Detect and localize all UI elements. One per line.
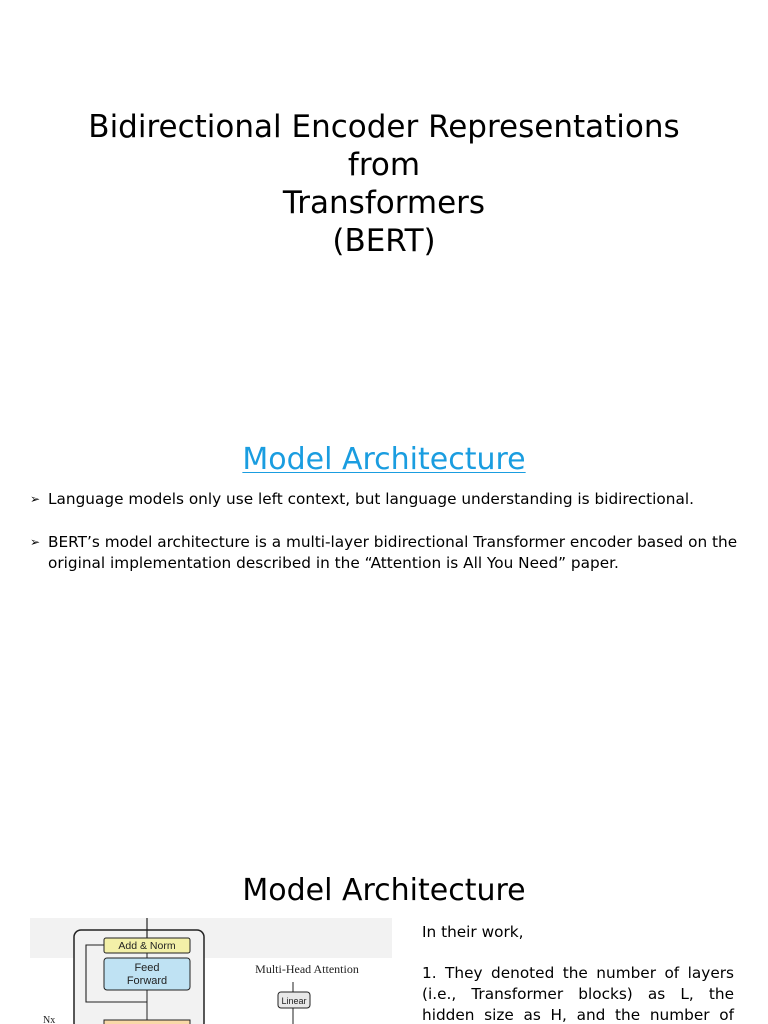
model-architecture-link[interactable]: Model Architecture [242,442,526,477]
lower-box [104,1020,190,1024]
numbered-point-1: 1. They denoted the number of layers (i.e., Transformer blocks) as L, the hidden size as H, and the number of [422,964,734,1024]
title-line-1: Bidirectional Encoder Representations [88,109,680,145]
model-architecture-heading: Model Architecture [242,873,526,908]
side-description [422,922,734,1024]
bullet-text: Language models only use left context, but language understanding is bidirectional. [48,490,694,508]
multi-head-title: Multi-Head Attention [255,962,359,976]
title-line-2: from [347,147,421,183]
bullet-arrow-icon: ➢ [30,492,41,506]
title-line-4: (BERT) [332,223,436,259]
linear-label: Linear [281,996,307,1006]
feed-forward-label-2: Forward [126,975,168,987]
intro-text: In their work, [422,923,524,941]
bullet-item [30,489,750,510]
add-norm-label: Add & Norm [118,940,176,952]
feed-forward-label-1: Feed [134,962,160,974]
transformer-diagram [30,918,392,1024]
slide-title [0,108,768,260]
bullet-arrow-icon: ➢ [30,535,41,549]
bullet-item [30,532,750,574]
title-line-3: Transformers [282,185,486,221]
transformer-diagram-svg [30,918,392,1024]
nx-label: Nx [43,1015,56,1024]
bullet-text: BERT’s model architecture is a multi-layer bidirectional Transformer encoder based on the original implementation described in the “Attention is All You Need” paper. [48,533,738,572]
